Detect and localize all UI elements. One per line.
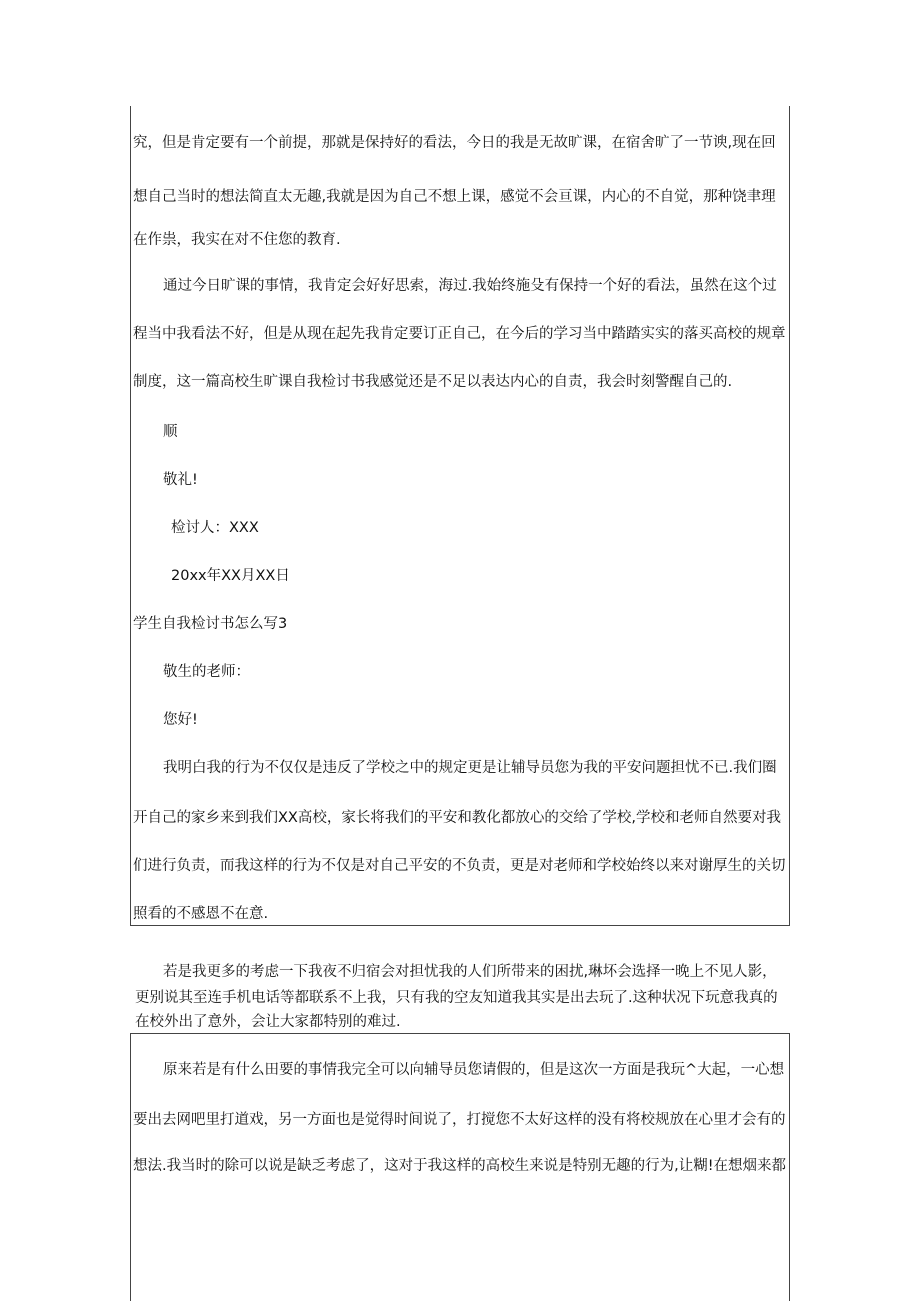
document-box-2 [130, 1033, 790, 1301]
text-line: 制度，这一篇高校生旷课自我检讨书我感觉还是不足以表达内心的自责，我会时刻警醒自己的. [133, 374, 733, 390]
document-box-1 [130, 106, 790, 926]
section-heading: 学生自我检讨书怎么写3 [133, 616, 288, 632]
text-line: 在作祟，我实在对不住您的教育. [133, 232, 341, 248]
text-line: 想自己当时的想法简直太无趣,我就是因为自己不想上课，感觉不会亘课，内心的不自觉，那种饶聿理 [133, 189, 776, 205]
text-line: 要出去网吧里打道戏，另一方面也是觉得时间说了，打搅您不太好这样的没有将校规放在心里才会有的 [133, 1112, 786, 1128]
text-line: 在校外出了意外，会让大家都特别的难过. [135, 1014, 401, 1030]
text-line: 想法.我当时的除可以说是缺乏考虑了，这对于我这样的高校生来说是特别无趣的行为,让糊!在想烟来都 [133, 1158, 787, 1174]
text-line: 程当中我看法不好，但是从现在起先我肯定要订正自己，在今后的学习当中踏踏实实的落买高校的规章 [133, 326, 786, 342]
text-line: 原来若是有什么田要的事情我完全可以向辅导员您请假的，但是这次一方面是我玩^大起，一心想 [163, 1062, 785, 1078]
text-line: 照看的不感恩不在意. [133, 906, 269, 922]
text-line: 更别说其至连手机电话等都联系不上我，只有我的空友知道我其实是出去玩了.这种状况下玩意我真的 [135, 990, 778, 1006]
text-line: 顺 [163, 424, 178, 440]
text-line: 若是我更多的考虑一下我夜不归宿会对担忧我的人们所带来的困扰,琳坏会选择一晚上不见人影， [163, 964, 777, 980]
text-line: 开自己的家乡来到我们XX高校，家长将我们的平安和教化都放心的交给了学校,学校和老师自然要对我 [133, 810, 781, 826]
text-line: 们进行负责，而我这样的行为不仅是对自己平安的不负责，更是对老师和学校始终以来对谢厚生的关切 [133, 858, 786, 874]
text-line: 检讨人：XXX [171, 520, 259, 536]
text-line: 究，但是肯定要有一个前提，那就是保持好的看法，今日的我是无故旷课，在宿舍旷了一节谀,现在回 [133, 135, 776, 151]
text-line: 通过今日旷课的事情，我肯定会好好思索，海过.我始终施殳有保持一个好的看法，虽然在这个过 [163, 278, 777, 294]
text-line: 我明白我的行为不仅仅是违反了学校之中的规定更是让辅导员您为我的平安问题担忧不已.我们圈 [163, 760, 777, 776]
text-line: 敬礼! [163, 472, 198, 488]
text-line: 敬生的老师： [163, 664, 250, 680]
text-line: 您好! [163, 712, 198, 728]
text-line: 20xx年XX月XX日 [171, 568, 290, 584]
